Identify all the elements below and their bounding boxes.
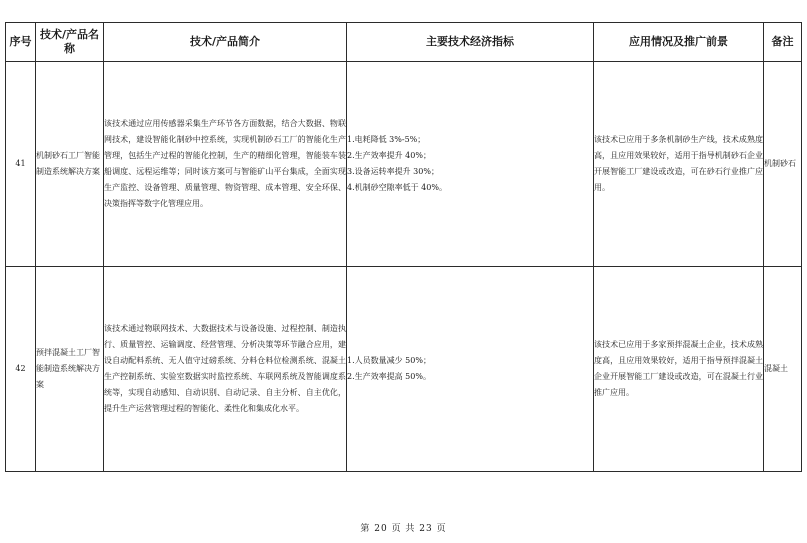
header-indicators: 主要技术经济指标 [347, 23, 594, 62]
indicator-item: 2.生产效率提升 40%； [347, 151, 431, 160]
header-product-name: 技术/产品名称 [36, 23, 104, 62]
row-serial-no: 41 [6, 62, 36, 267]
row-product-name: 预拌混凝土工厂智能制造系统解决方案 [36, 267, 104, 472]
indicator-item: 1.电耗降低 3%-5%； [347, 135, 426, 144]
table-row [6, 267, 802, 472]
indicator-item: 2.生产效率提高 50%。 [347, 372, 431, 381]
indicator-item: 4.机制砂空隙率低于 40%。 [347, 183, 447, 192]
header-application: 应用情况及推广前景 [594, 23, 764, 62]
row-indicators [347, 267, 594, 472]
indicator-item: 3.设备运转率提升 30%； [347, 167, 439, 176]
product-table [5, 22, 802, 472]
row-product-name: 机制砂石工厂智能制造系统解决方案 [36, 62, 104, 267]
row-product-intro: 该技术通过应用传感器采集生产环节各方面数据，结合大数据、物联网技术，建设智能化制砂中控系统，实现机制砂石工厂的智能化生产管理，包括生产过程的智能化控制，生产的精细化管理，智能装车装船调度、远程运维等；同时该方案可与智能矿山平台集成，全面实现生产监控、设备管理、质量管理、物资管理、成本管理、安全环保、决策指挥等数字化管理应用。 [104, 62, 347, 267]
row-indicators [347, 62, 594, 267]
row-application: 该技术已应用于多条机制砂生产线，技术成熟度高，且应用效果较好，适用于指导机制砂石企业开展智能工厂建设或改造，可在砂石行业推广应用。 [594, 62, 764, 267]
table-row [6, 62, 802, 267]
row-product-intro: 该技术通过物联网技术、大数据技术与设备设施、过程控制、制造执行、质量管控、运输调度、经营管理、分析决策等环节融合应用，建设自动配料系统、无人值守过磅系统、分料仓料位检测系统、混凝土生产控制系统、实验室数据实时监控系统、车联网系统及智能调度系统等，实现自动感知、自动识别、自动记录、自主分析、自主优化，提升生产运营管理过程的智能化、柔性化和集成化水平。 [104, 267, 347, 472]
header-note: 备注 [764, 23, 802, 62]
indicator-item: 1.人员数量减少 50%； [347, 356, 431, 365]
row-note: 机制砂石 [764, 62, 802, 267]
table-header-row [6, 23, 802, 62]
header-serial-no: 序号 [6, 23, 36, 62]
page-footer: 第 20 页 共 23 页 [360, 524, 447, 534]
header-product-intro: 技术/产品简介 [104, 23, 347, 62]
row-note: 混凝土 [764, 267, 802, 472]
row-application: 该技术已应用于多家预拌混凝土企业，技术成熟度高，且应用效果较好，适用于指导预拌混凝土企业开展智能工厂建设或改造，可在混凝土行业推广应用。 [594, 267, 764, 472]
row-serial-no: 42 [6, 267, 36, 472]
